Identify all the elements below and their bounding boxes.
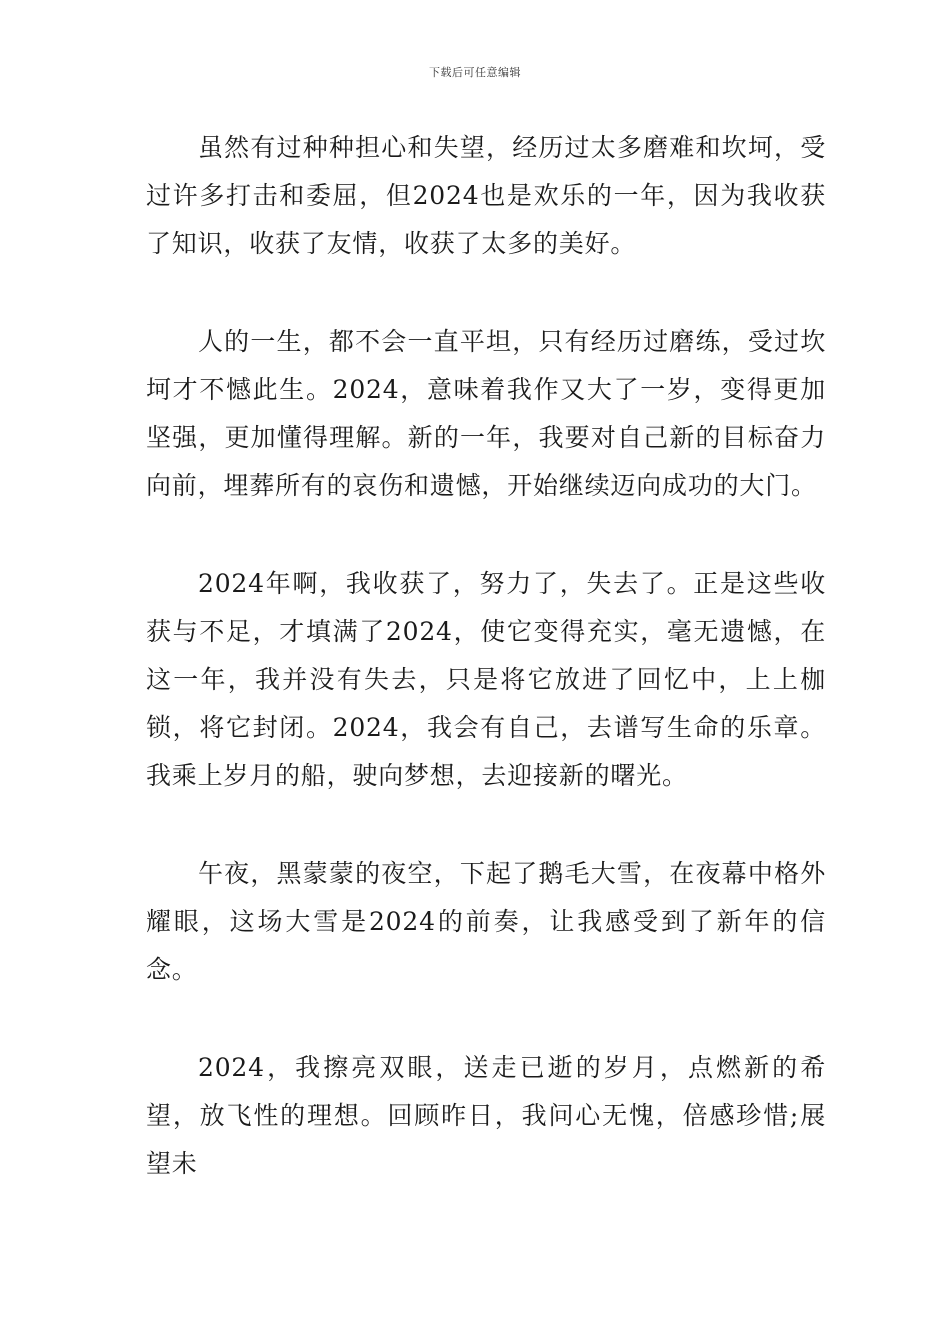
- paragraph-4: 午夜，黑蒙蒙的夜空，下起了鹅毛大雪，在夜幕中格外耀眼，这场大雪是2024的前奏，让我感受到了新年的信念。: [146, 859, 826, 984]
- page-header-note: 下载后可任意编辑: [429, 66, 521, 79]
- document-body: [146, 124, 826, 1238]
- paragraph-1: 虽然有过种种担心和失望，经历过太多磨难和坎坷，受过许多打击和委屈，但2024也是欢乐的一年，因为我收获了知识，收获了友情，收获了太多的美好。: [146, 133, 826, 258]
- paragraph-3: 2024年啊，我收获了，努力了，失去了。正是这些收获与不足，才填满了2024，使它变得充实，毫无遗憾，在这一年，我并没有失去，只是将它放进了回忆中，上上枷锁，将它封闭。2024，我会有自己，去谱写生命的乐章。我乘上岁月的船，驶向梦想，去迎接新的曙光。: [146, 569, 826, 790]
- paragraph-2: 人的一生，都不会一直平坦，只有经历过磨练，受过坎坷才不憾此生。2024，意味着我作又大了一岁，变得更加坚强，更加懂得理解。新的一年，我要对自己新的目标奋力向前，埋葬所有的哀伤和遗憾，开始继续迈向成功的大门。: [146, 327, 826, 500]
- paragraph-5: 2024，我擦亮双眼，送走已逝的岁月，点燃新的希望，放飞性的理想。回顾昨日，我问心无愧，倍感珍惜;展望未: [146, 1053, 826, 1178]
